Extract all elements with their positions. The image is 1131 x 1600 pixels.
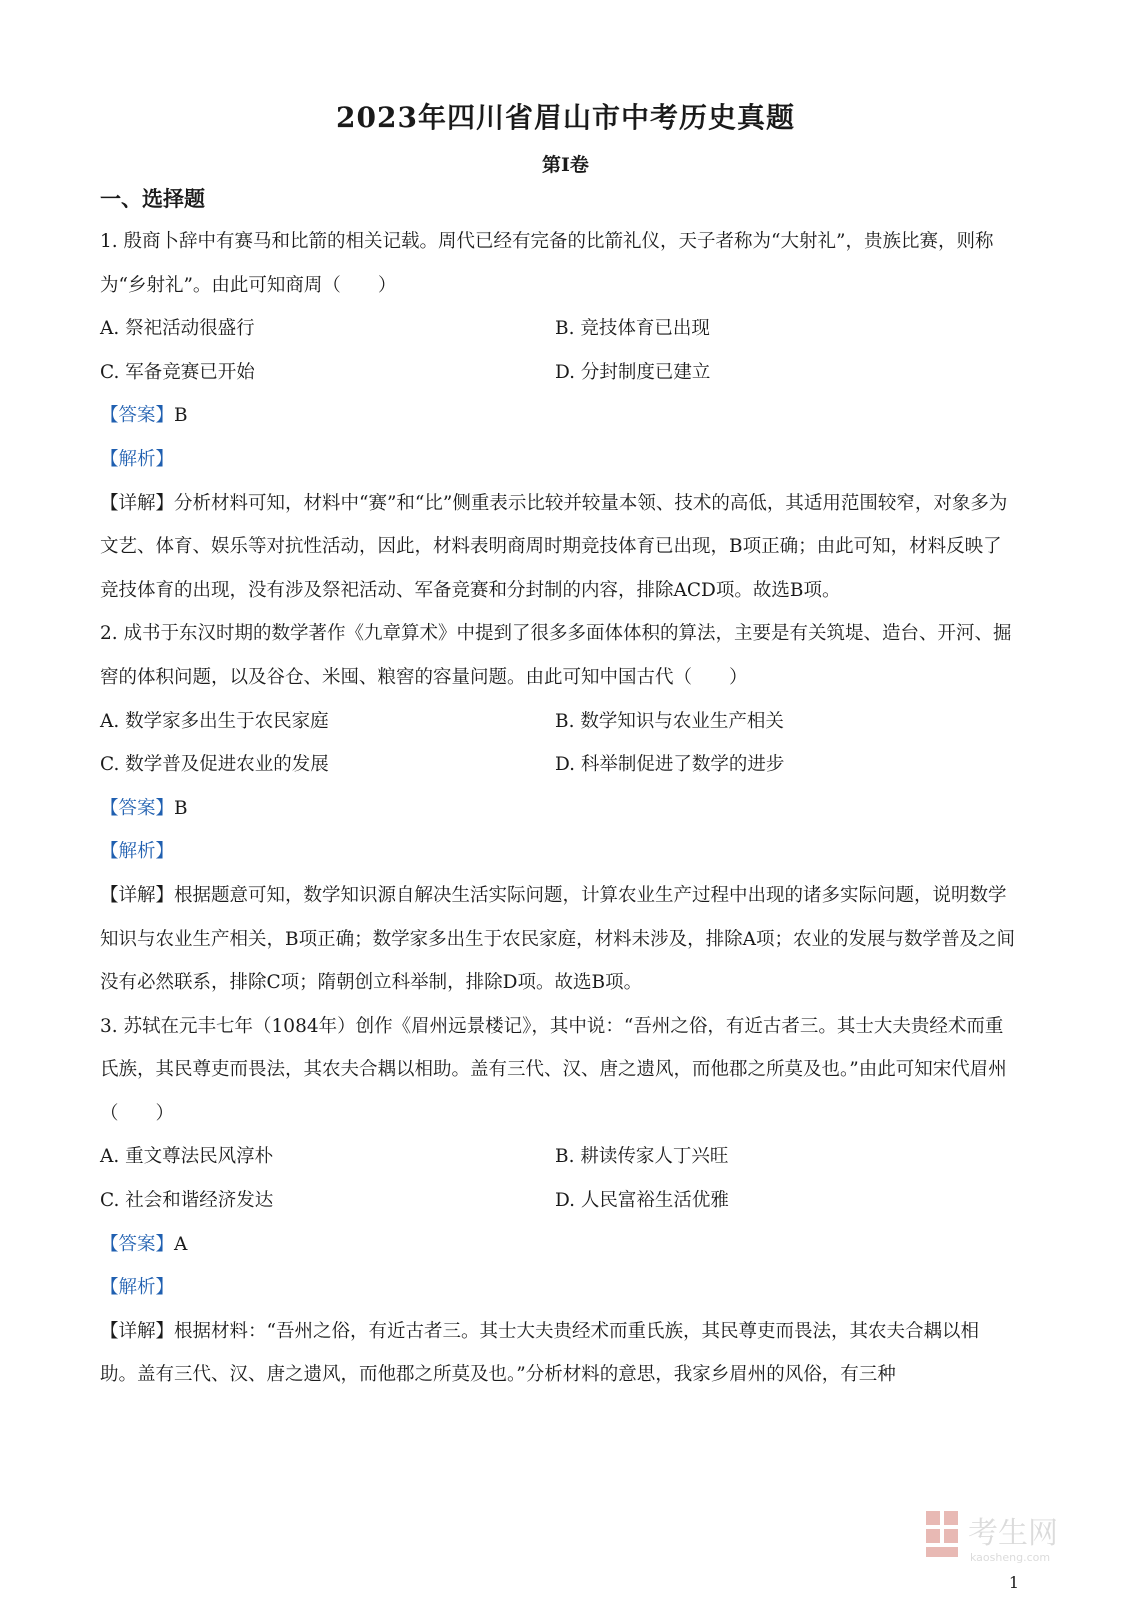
- question-1-stem: 1. 殷商卜辞中有赛马和比箭的相关记载。周代已经有完备的比箭礼仪，天子者称为“大射礼”，贵族比赛，则称为“乡射礼”。由此可知商周（ ）: [100, 231, 994, 296]
- question-2-answer: [100, 787, 1015, 831]
- section-heading: 一、选择题: [100, 186, 205, 211]
- question-2-option-c: C. 数学普及促进农业的发展: [100, 754, 329, 776]
- question-1-option-b: B. 竞技体育已出现: [555, 318, 710, 340]
- analysis-label: 【解析】: [100, 448, 175, 470]
- logo-text: 考生网: [968, 1516, 1058, 1551]
- answer-value: B: [174, 405, 188, 427]
- detail-label: 【详解】: [100, 884, 175, 906]
- page-title: 2023年四川省眉山市中考历史真题: [336, 101, 795, 134]
- question-1-option-d: D. 分封制度已建立: [555, 361, 711, 383]
- question-2-analysis: [100, 830, 1015, 874]
- answer-label: 【答案】: [100, 1233, 175, 1255]
- analysis-label: 【解析】: [100, 1277, 175, 1299]
- question-1-answer: [100, 394, 1015, 438]
- question-3-option-b: B. 耕读传家人丁兴旺: [555, 1146, 729, 1168]
- detail-text: 根据材料：“吾州之俗，有近古者三。其士大夫贵经术而重氏族，其民尊吏而畏法，其农夫合耦以相助。盖有三代、汉、唐之遗风，而他郡之所莫及也。”分析材料的意思，我家乡眉州的风俗，有三种: [100, 1320, 979, 1386]
- question-3-options-row1: [100, 1135, 1015, 1179]
- question-3-option-c: C. 社会和谐经济发达: [100, 1190, 274, 1212]
- answer-value: B: [174, 797, 188, 819]
- question-3-analysis: [100, 1266, 1015, 1310]
- logo-subtext: kaosheng.com: [970, 1551, 1051, 1564]
- question-3-option-d: D. 人民富裕生活优雅: [555, 1190, 729, 1212]
- question-1-options-row1: [100, 307, 1015, 351]
- question-2-option-d: D. 科举制促进了数学的进步: [555, 754, 785, 776]
- question-2-option-a: A. 数学家多出生于农民家庭: [100, 710, 329, 732]
- answer-value: A: [174, 1233, 188, 1255]
- question-1-options-row2: [100, 351, 1015, 395]
- question-1-option-a: A. 祭祀活动很盛行: [100, 318, 255, 340]
- kaosheng-logo-watermark: [924, 1505, 1104, 1565]
- detail-text: 分析材料可知，材料中“赛”和“比”侧重表示比较并较量本领、技术的高低，其适用范围较窄，对象多为文艺、体育、娱乐等对抗性活动，因此，材料表明商周时期竞技体育已出现，B项正确；由此可知，材料反映了竞技体育的出现，没有涉及祭祀活动、军备竞赛和分封制的内容，排除ACD项。故选B项。: [100, 492, 1008, 601]
- detail-label: 【详解】: [100, 492, 175, 514]
- question-1-analysis: [100, 438, 1015, 482]
- logo-mark-icon: [926, 1511, 958, 1557]
- question-3-options-row2: [100, 1179, 1015, 1223]
- question-3-answer: [100, 1223, 1015, 1267]
- question-content: [100, 220, 1015, 1397]
- question-3-stem: 3. 苏轼在元丰七年（1084年）创作《眉州远景楼记》，其中说：“吾州之俗，有近古者三。其士大夫贵经术而重氏族，其民尊吏而畏法，其农夫合耦以相助。盖有三代、汉、唐之遗风，而他郡之所莫及也。”由此可知宋代眉州（ ）: [100, 1015, 1007, 1124]
- question-2-option-b: B. 数学知识与农业生产相关: [555, 710, 784, 732]
- question-3-detail: [100, 1310, 1015, 1397]
- answer-label: 【答案】: [100, 405, 175, 427]
- detail-label: 【详解】: [100, 1320, 175, 1342]
- question-1-detail: [100, 482, 1015, 613]
- question-3-option-a: A. 重文尊法民风淳朴: [100, 1146, 274, 1168]
- question-1-option-c: C. 军备竞赛已开始: [100, 361, 255, 383]
- detail-text: 根据题意可知，数学知识源自解决生活实际问题，计算农业生产过程中出现的诸多实际问题，说明数学知识与农业生产相关，B项正确；数学家多出生于农民家庭，材料未涉及，排除A项；农业的发展与数学普及之间没有必然联系，排除C项；隋朝创立科举制，排除D项。故选B项。: [100, 884, 1015, 994]
- question-2-options-row2: [100, 743, 1015, 787]
- analysis-label: 【解析】: [100, 841, 175, 863]
- question-2-stem: 2. 成书于东汉时期的数学著作《九章算术》中提到了很多多面体体积的算法，主要是有关筑堤、造台、开河、掘窖的体积问题，以及谷仓、米囤、粮窖的容量问题。由此可知中国古代（ ）: [100, 623, 1012, 688]
- question-2-detail: [100, 874, 1015, 1005]
- answer-label: 【答案】: [100, 797, 175, 819]
- question-2-options-row1: [100, 700, 1015, 744]
- page-number: 1: [1008, 1573, 1019, 1592]
- volume-heading: 第I卷: [542, 154, 589, 176]
